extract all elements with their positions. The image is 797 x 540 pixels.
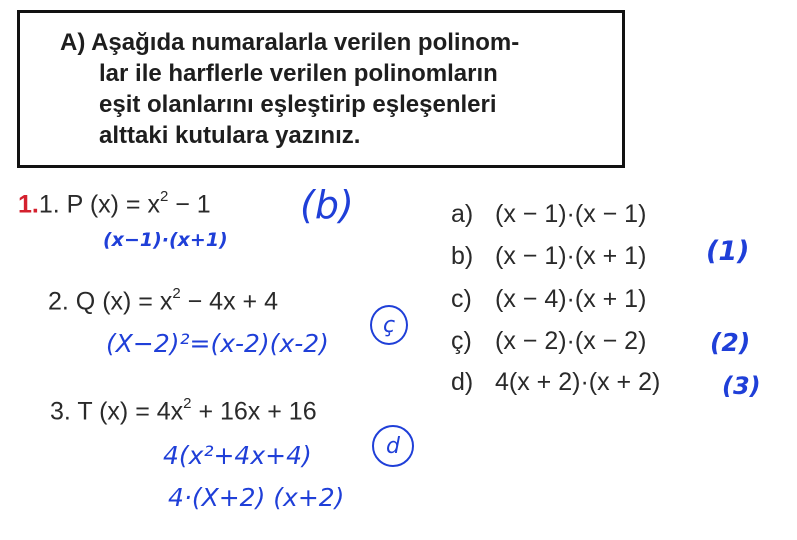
instruction-line-1: A) Aşağıda numaralarla verilen polinom- bbox=[60, 29, 520, 56]
option-a-letter: a) bbox=[451, 200, 474, 228]
option-cc-expr: (x − 2)·(x − 2) bbox=[495, 327, 647, 355]
question-2-work: (X−2)²=(x-2)(x-2) bbox=[106, 329, 329, 358]
option-c-letter: c) bbox=[451, 285, 472, 313]
option-cc-letter: ç) bbox=[451, 327, 472, 355]
option-b bbox=[451, 242, 646, 271]
question-2-expr: Q (x) = x bbox=[75, 287, 173, 316]
option-c bbox=[451, 285, 646, 314]
question-3-exponent: 2 bbox=[183, 395, 192, 412]
option-d bbox=[451, 368, 660, 397]
question-1-answer: (b) bbox=[300, 183, 354, 227]
question-1-exponent: 2 bbox=[159, 188, 169, 205]
option-a-expr: (x − 1)·(x − 1) bbox=[495, 200, 647, 228]
instruction-text bbox=[60, 27, 620, 151]
question-2-answer-circle bbox=[370, 305, 408, 345]
option-b-letter: b) bbox=[451, 242, 474, 270]
question-2-expr-tail: − 4x + 4 bbox=[180, 287, 278, 316]
instruction-line-2: lar ile harflerle verilen polinomların bbox=[99, 60, 498, 87]
question-1-expr: P (x) = x bbox=[66, 190, 160, 219]
option-b-mark: (1) bbox=[706, 236, 750, 267]
option-cc bbox=[451, 327, 646, 356]
question-2-exponent: 2 bbox=[172, 285, 181, 302]
question-1-expr-tail: − 1 bbox=[168, 190, 211, 219]
option-b-expr: (x − 1)·(x + 1) bbox=[495, 242, 647, 270]
instruction-box bbox=[17, 10, 625, 168]
option-c-expr: (x − 4)·(x + 1) bbox=[495, 285, 647, 313]
question-1-work: (x−1)·(x+1) bbox=[103, 229, 228, 251]
question-3-work-1: 4(x²+4x+4) bbox=[163, 441, 312, 470]
option-d-letter: d) bbox=[451, 368, 474, 396]
option-d-mark: (3) bbox=[722, 372, 761, 400]
instruction-line-3: eşit olanlarını eşleştirip eşleşenleri bbox=[99, 91, 497, 118]
question-3-expr-tail: + 16x + 16 bbox=[191, 397, 317, 426]
question-1-red-number: 1. bbox=[18, 190, 39, 219]
option-a bbox=[451, 200, 646, 229]
question-2-answer: ç bbox=[382, 312, 396, 338]
question-2-number: 2. bbox=[48, 287, 76, 316]
question-2 bbox=[48, 287, 278, 316]
question-3 bbox=[50, 397, 317, 426]
instruction-line-4: alttaki kutulara yazınız. bbox=[99, 122, 361, 149]
question-3-expr: T (x) = 4x bbox=[77, 397, 184, 426]
question-3-answer: d bbox=[386, 433, 400, 459]
question-1-number: 1. bbox=[38, 190, 67, 219]
question-3-answer-circle bbox=[372, 425, 414, 467]
option-cc-mark: (2) bbox=[710, 328, 751, 357]
question-3-work-2: 4·(X+2) (x+2) bbox=[168, 483, 345, 512]
option-d-expr: 4(x + 2)·(x + 2) bbox=[495, 368, 661, 396]
question-1 bbox=[18, 190, 211, 219]
question-3-number: 3. bbox=[50, 397, 78, 426]
